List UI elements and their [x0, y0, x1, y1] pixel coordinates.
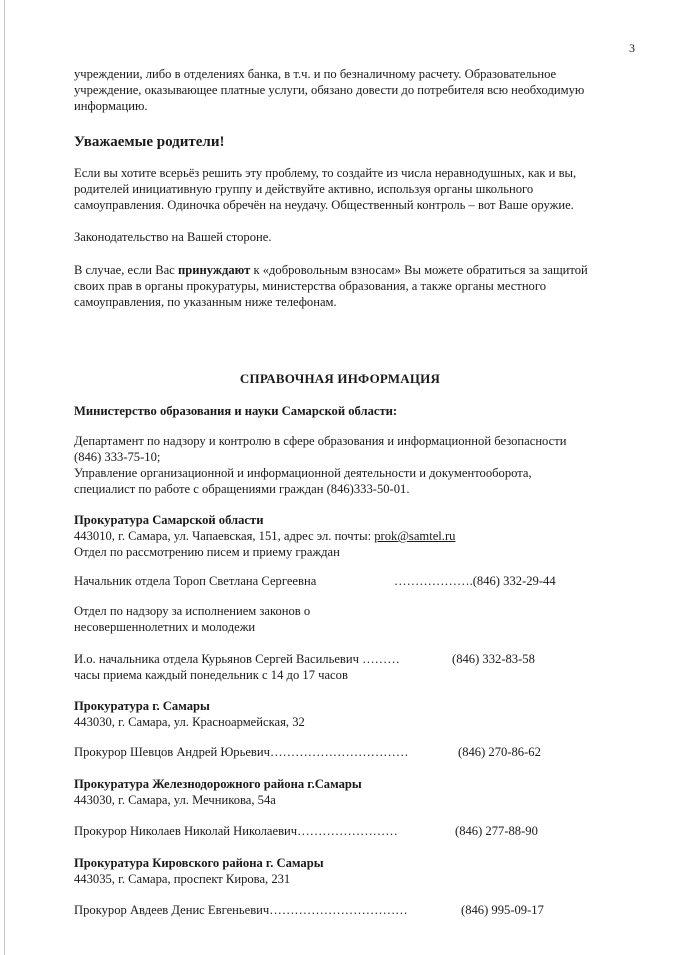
ministry-details	[74, 433, 644, 497]
head2-row	[74, 651, 634, 667]
appeal-line: самоуправления. Одиночка обречён на неудачу. Общественный контроль – вот Ваше оружие.	[74, 198, 574, 212]
head1-phone	[394, 573, 556, 589]
reception-hours	[74, 667, 644, 683]
railway-prosecutor-address: 443030, г. Самара, ул. Мечникова, 54а	[74, 793, 276, 807]
leader-dots: ……………….	[394, 574, 473, 588]
kirov-prosecutor-row	[74, 902, 634, 918]
address-text: 443010, г. Самара, ул. Чапаевская, 151, адрес эл. почты:	[74, 529, 375, 543]
scan-edge-line	[4, 0, 5, 955]
intro-line: учреждении, либо в отделениях банка, в т.ч. и по безналичному расчету. Образовательное	[74, 67, 557, 81]
railway-prosecutor-person: Прокурор Николаев Николай Николаевич……………………	[74, 824, 398, 838]
city-prosecutor-section	[74, 698, 644, 730]
city-prosecutor-phone: (846) 270-86-62	[458, 745, 541, 759]
appeal-line: своих прав в органы прокуратуры, министерства образования, а также органы местного	[74, 279, 547, 293]
head2-name: И.о. начальника отдела Курьянов Сергей Васильевич ………	[74, 652, 400, 666]
intro-paragraph	[74, 66, 644, 114]
ministry-line: Управление организационной и информационной деятельности и документооборота,	[74, 466, 532, 480]
appeal-line: самоуправления, по указанным ниже телефонам.	[74, 295, 337, 309]
intro-line: информацию.	[74, 99, 148, 113]
email-link[interactable]: prok@samtel.ru	[374, 529, 456, 543]
ministry-line: специалист по работе с обращениями граждан (846)333-50-01.	[74, 482, 410, 496]
reference-title: СПРАВОЧНАЯ ИНФОРМАЦИЯ	[239, 371, 441, 386]
city-prosecutor-row	[74, 744, 634, 760]
minors-dept	[74, 603, 644, 635]
railway-prosecutor-section	[74, 776, 644, 808]
parents-heading: Уважаемые родители!	[74, 134, 225, 150]
ministry-section	[74, 403, 644, 419]
appeal-text: к «добровольным взносам» Вы можете обратиться за защитой	[250, 263, 588, 277]
city-prosecutor-address: 443030, г. Самара, ул. Красноармейская, 32	[74, 715, 305, 729]
railway-prosecutor-phone: (846) 277-88-90	[455, 824, 538, 838]
head1-row	[74, 573, 634, 589]
appeal-paragraph-1	[74, 165, 644, 213]
regional-prosecutor-dept: Отдел по рассмотрению писем и приему граждан	[74, 545, 340, 559]
intro-line: учреждение, оказывающее платные услуги, обязано довести до потребителя всю необходимую	[74, 83, 585, 97]
ministry-name: Министерство образования и науки Самарской области:	[74, 404, 398, 418]
kirov-prosecutor-name: Прокуратура Кировского района г. Самары	[74, 856, 324, 870]
page-number: 3	[629, 41, 635, 55]
appeal-paragraph-2	[74, 229, 644, 245]
city-prosecutor-name: Прокуратура г. Самары	[74, 699, 210, 713]
head2-phone: (846) 332-83-58	[452, 652, 535, 666]
appeal-line: родителей инициативную группу и действуйте активно, используя органы школьного	[74, 182, 534, 196]
head1-name: Начальник отдела Тороп Светлана Сергеевна	[74, 574, 317, 588]
appeal-line	[74, 262, 644, 278]
kirov-prosecutor-address: 443035, г. Самара, проспект Кирова, 231	[74, 872, 291, 886]
ministry-line: (846) 333-75-10;	[74, 450, 161, 464]
railway-prosecutor-name: Прокуратура Железнодорожного района г.Самары	[74, 777, 362, 791]
kirov-prosecutor-phone: (846) 995-09-17	[461, 903, 544, 917]
kirov-prosecutor-section	[74, 855, 644, 887]
regional-prosecutor-section	[74, 512, 644, 560]
railway-prosecutor-row	[74, 823, 634, 839]
appeal-paragraph-3	[74, 262, 644, 310]
regional-prosecutor-name: Прокуратура Самарской области	[74, 513, 264, 527]
appeal-text: В случае, если Вас	[74, 263, 178, 277]
appeal-line: Если вы хотите всерьёз решить эту проблему, то создайте из числа неравнодушных, как и вы,	[74, 166, 577, 180]
city-prosecutor-person: Прокурор Шевцов Андрей Юрьевич……………………………	[74, 745, 409, 759]
kirov-prosecutor-person: Прокурор Авдеев Денис Евгеньевич……………………………	[74, 903, 408, 917]
appeal-emphasis: принуждают	[177, 263, 251, 277]
ministry-line: Департамент по надзору и контролю в сфере образования и информационной безопасности	[74, 434, 567, 448]
minors-dept-line: несовершеннолетних и молодежи	[74, 620, 256, 634]
regional-prosecutor-address	[74, 528, 644, 544]
minors-dept-line: Отдел по надзору за исполнением законов о	[74, 604, 311, 618]
reception-hours-text: часы приема каждый понедельник с 14 до 17 часов	[74, 668, 348, 682]
law-sentence: Законодательство на Вашей стороне.	[74, 230, 272, 244]
phone-number: (846) 332-29-44	[472, 574, 556, 588]
